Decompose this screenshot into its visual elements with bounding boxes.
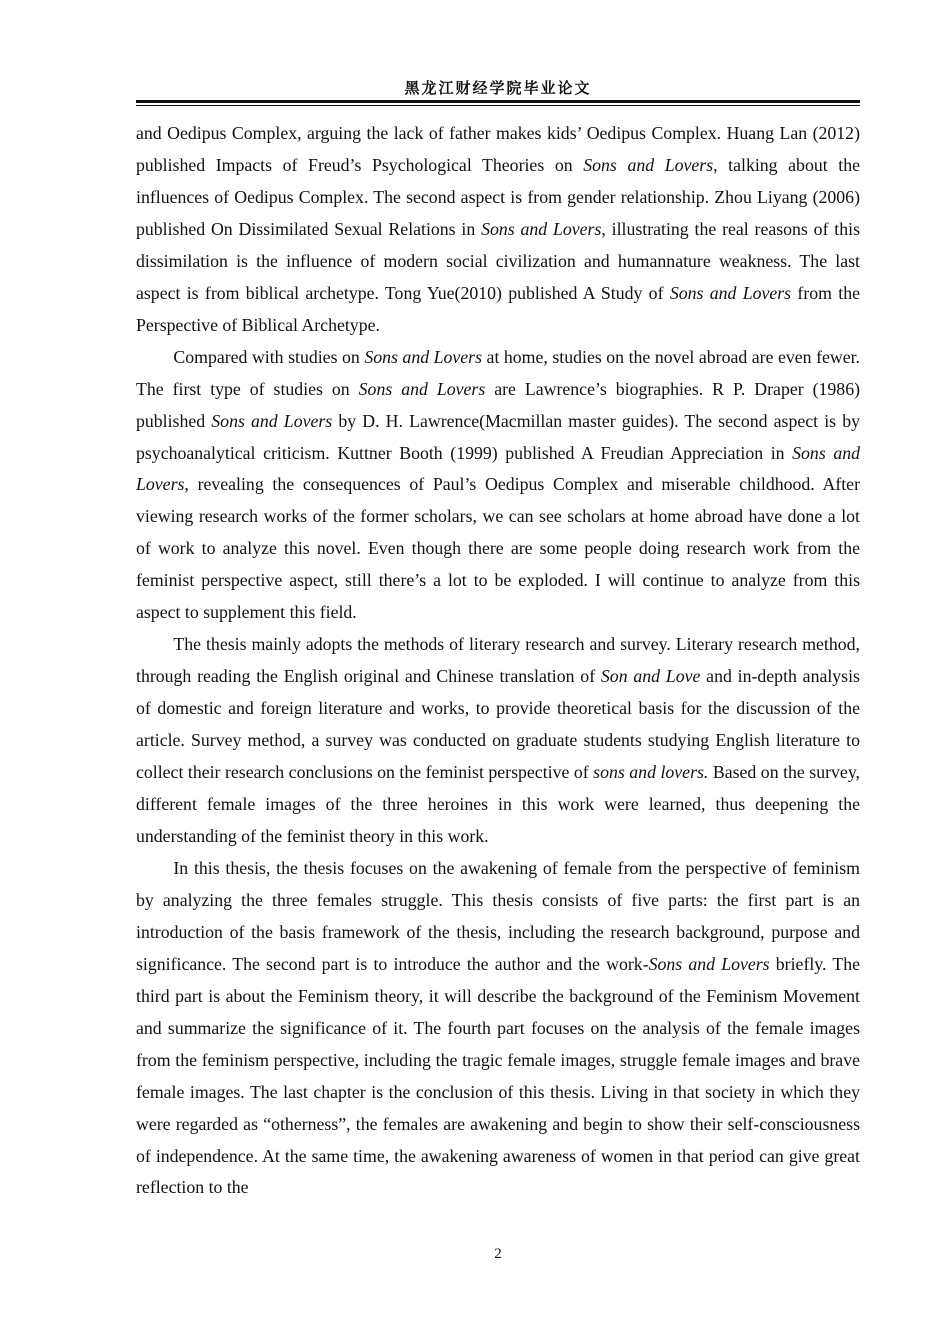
text-run: are Lawrence’s biographies. R P. Draper (1986) published — [136, 378, 861, 431]
text-run: by D. H. Lawrence(Macmillan master guides). The second aspect is by psychoanalytical criticism. Kuttner Booth (1999) published A Freudian Appreciation in — [136, 410, 860, 463]
text-run: In this thesis, the thesis focuses on the awakening of female from the perspective of feminism by analyzing the three females struggle. This thesis consists of five parts: the first part is an introduction of the basis framework of the thesis, including the research background, purpose and significance. The second part is to introduce the author and the work- — [136, 857, 860, 974]
paragraph-3 — [136, 629, 860, 853]
header-rule-thin — [136, 105, 860, 106]
italic-title: Sons and Lovers — [358, 378, 486, 399]
text-run: at home, studies on the novel abroad are even fewer. The first type of studies on — [136, 346, 861, 399]
paragraph-4 — [136, 853, 860, 1204]
text-run: , revealing the consequences of Paul’s Oedipus Complex and miserable childhood. After viewing research works of the former scholars, we can see scholars at home abroad have done a lot of work to analyze this novel. Even though there are some people doing research work from the feminist perspective aspect, still there’s a lot to be exploded. I will continue to analyze from this aspect to supplement this field. — [136, 474, 860, 623]
italic-title: Sons and Lovers — [364, 346, 483, 367]
text-run: The thesis mainly adopts the methods of literary research and survey. Literary research method, through reading the English original and Chinese translation of — [136, 634, 860, 687]
italic-title: sons and lovers. — [593, 762, 709, 783]
italic-title: Sons and Lovers — [211, 410, 333, 431]
italic-title: Sons and Lovers — [136, 442, 860, 495]
italic-title: Sons and Lovers — [583, 154, 714, 175]
italic-title: Sons and Lovers — [648, 953, 770, 974]
paragraph-1 — [136, 118, 860, 342]
italic-title: Son and Love — [600, 666, 701, 687]
page-header-title: 黑龙江财经学院毕业论文 — [404, 79, 592, 97]
text-run: and Oedipus Complex, arguing the lack of father makes kids’ Oedipus Complex. Huang Lan (2012) published Impacts of Freud’s Psychological Theories on — [136, 123, 860, 175]
italic-title: Sons and Lovers — [669, 282, 792, 303]
text-run: briefly. The third part is about the Feminism theory, it will describe the background of the Feminism Movement and summarize the significance of it. The fourth part focuses on the analysis of the female images from the feminism perspective, including the tragic female images, struggle female images and brave female images. The last chapter is the conclusion of this thesis. Living in that society in which they were regarded as “otherness”, the females are awakening and begin to show their self-consciousness of independence. At the same time, the awakening awareness of women in that period can give great reflection to the — [136, 953, 860, 1198]
text-run: Compared with studies on — [173, 346, 365, 367]
page-number: 2 — [494, 1246, 502, 1262]
text-run: , talking about the influences of Oedipus Complex. The second aspect is from gender relationship. Zhou Liyang (2006) published On Dissimilated Sexual Relations in — [136, 154, 860, 239]
text-run: from the Perspective of Biblical Archetype. — [136, 282, 860, 335]
header-rule-thick — [136, 100, 860, 103]
text-run: and in-depth analysis of domestic and foreign literature and works, to provide theoretical basis for the discussion of the article. Survey method, a survey was conducted on graduate students studying English literature to collect their research conclusions on the feminist perspective of — [136, 666, 860, 783]
italic-title: Sons and Lovers — [481, 218, 602, 239]
paragraph-2 — [136, 342, 860, 630]
text-run: Based on the survey, different female images of the three heroines in this work were learned, thus deepening the understanding of the feminist theory in this work. — [136, 762, 860, 846]
document-body — [136, 118, 860, 1204]
text-run: , illustrating the real reasons of this dissimilation is the influence of modern social civilization and humannature weakness. The last aspect is from biblical archetype. Tong Yue(2010) published A Study of — [136, 218, 860, 303]
